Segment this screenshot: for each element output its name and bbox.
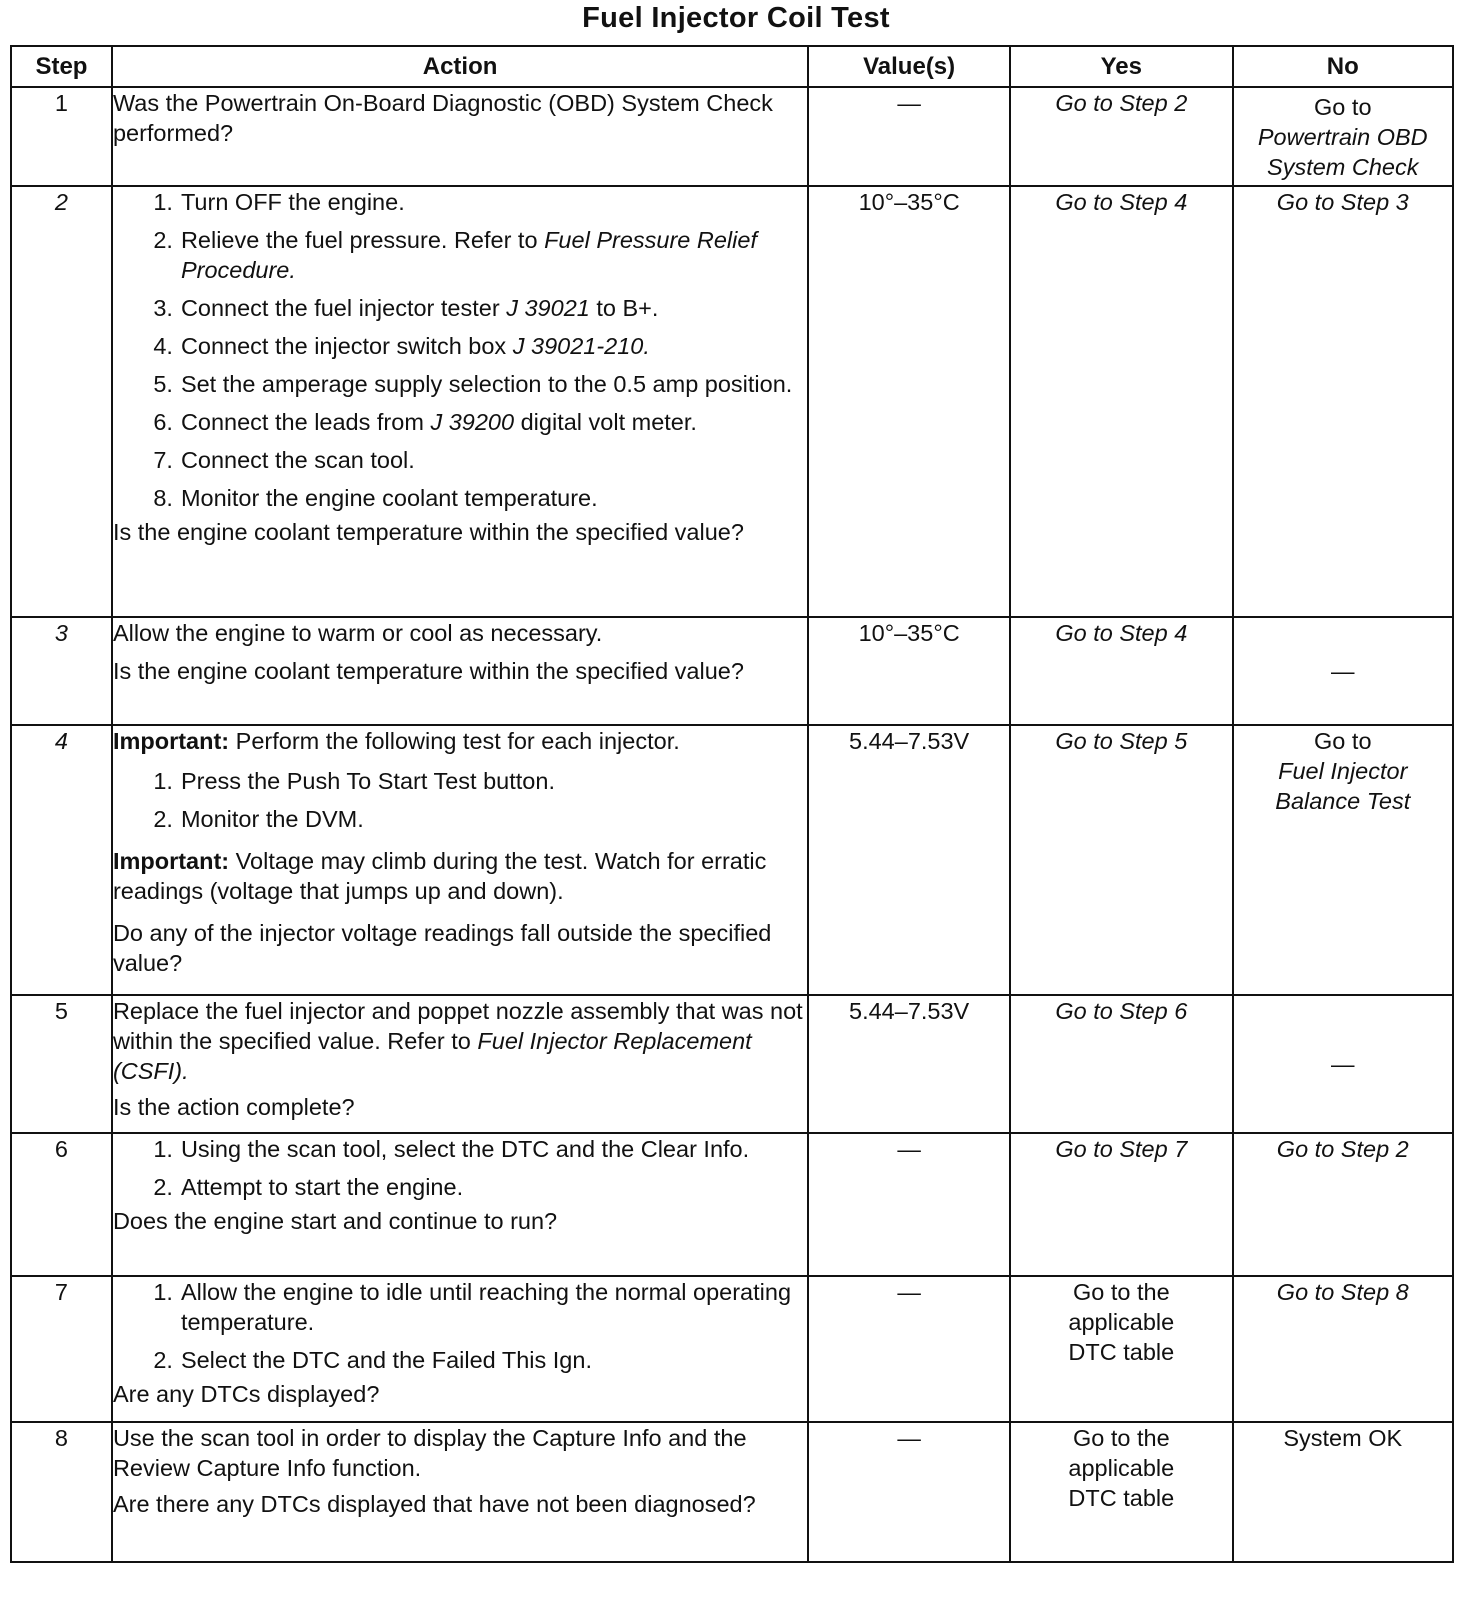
action-cell bbox=[112, 1276, 808, 1422]
procedure-list bbox=[113, 1134, 807, 1202]
yes-cell: Go to Step 4 bbox=[1010, 617, 1232, 725]
value-cell: — bbox=[808, 1422, 1010, 1562]
no-cell: Go to Step 3 bbox=[1233, 186, 1453, 617]
list-item: 1. Using the scan tool, select the DTC and the Clear Info. bbox=[153, 1136, 750, 1162]
page-title: Fuel Injector Coil Test bbox=[582, 2, 890, 34]
list-item: 8. Monitor the engine coolant temperature. bbox=[153, 485, 598, 511]
table-row bbox=[11, 1422, 1453, 1562]
yes-cell: Go to Step 5 bbox=[1010, 725, 1232, 995]
step-number: 6 bbox=[11, 1133, 112, 1276]
list-item: 1. Allow the engine to idle until reaching the normal operating temperature. bbox=[153, 1279, 792, 1335]
action-line: Allow the engine to warm or cool as necessary. bbox=[112, 620, 603, 646]
action-question: Do any of the injector voltage readings fall outside the specified value? bbox=[112, 920, 772, 976]
procedure-list bbox=[113, 187, 807, 513]
step-number: 8 bbox=[11, 1422, 112, 1562]
header-no: No bbox=[1233, 46, 1453, 87]
table-row bbox=[11, 995, 1453, 1133]
tool-number: J 39021 bbox=[506, 295, 590, 321]
list-item: 7. Connect the scan tool. bbox=[153, 447, 415, 473]
no-cell: Go to Step 8 bbox=[1233, 1276, 1453, 1422]
step-number: 4 bbox=[11, 725, 112, 995]
action-cell bbox=[112, 87, 808, 186]
action-cell bbox=[112, 186, 808, 617]
action-question: Is the engine coolant temperature within the specified value? bbox=[112, 519, 744, 545]
list-item: 2. Attempt to start the engine. bbox=[153, 1174, 464, 1200]
procedure-list bbox=[113, 1277, 807, 1375]
action-question: Is the action complete? bbox=[112, 1094, 355, 1120]
table-row bbox=[11, 617, 1453, 725]
list-item: 2. Select the DTC and the Failed This Ign. bbox=[153, 1347, 592, 1373]
header-yes: Yes bbox=[1010, 46, 1232, 87]
action-cell bbox=[112, 725, 808, 995]
no-cell: — bbox=[1233, 617, 1453, 725]
value-cell: 5.44–7.53V bbox=[808, 995, 1010, 1133]
header-action: Action bbox=[112, 46, 808, 87]
list-item: 1. Press the Push To Start Test button. bbox=[153, 768, 555, 794]
action-question: Does the engine start and continue to run? bbox=[112, 1208, 558, 1234]
step-number: 5 bbox=[11, 995, 112, 1133]
no-cell: — bbox=[1233, 995, 1453, 1133]
no-cell: Go to Step 2 bbox=[1233, 1133, 1453, 1276]
table-row bbox=[11, 1276, 1453, 1422]
action-text: Replace the fuel injector and poppet nozzle assembly that was not within the specified value. Refer to Fuel Injector Replacement (CSFI). bbox=[112, 998, 803, 1084]
action-question: Is the engine coolant temperature within the specified value? bbox=[112, 658, 744, 684]
step-number: 1 bbox=[11, 87, 112, 186]
yes-cell: Go to the applicable DTC table bbox=[1010, 1276, 1232, 1422]
list-item: 2. Monitor the DVM. bbox=[153, 806, 364, 832]
value-cell: — bbox=[808, 1133, 1010, 1276]
yes-cell: Go to Step 2 bbox=[1010, 87, 1232, 186]
procedure-list bbox=[113, 766, 807, 834]
important-note: Important: Voltage may climb during the test. Watch for erratic readings (voltage that jumps up and down). bbox=[112, 848, 767, 904]
yes-cell: Go to the applicable DTC table bbox=[1010, 1422, 1232, 1562]
list-item: 3. Connect the fuel injector tester J 39021 to B+. bbox=[153, 295, 659, 321]
header-values: Value(s) bbox=[808, 46, 1010, 87]
table-header-row bbox=[11, 46, 1453, 87]
no-prefix: Go to bbox=[1314, 728, 1372, 754]
value-cell: 10°–35°C bbox=[808, 186, 1010, 617]
list-item: 4. Connect the injector switch box J 39021-210. bbox=[153, 333, 650, 359]
yes-cell: Go to Step 4 bbox=[1010, 186, 1232, 617]
action-question: Are any DTCs displayed? bbox=[112, 1381, 380, 1407]
action-cell bbox=[112, 995, 808, 1133]
no-cell bbox=[1233, 87, 1453, 186]
reference-link: Fuel Injector Replacement (CSFI). bbox=[112, 1028, 752, 1084]
no-reference-link: Powertrain OBD System Check bbox=[1257, 124, 1428, 180]
action-cell bbox=[112, 617, 808, 725]
no-reference-link: Fuel Injector Balance Test bbox=[1275, 758, 1411, 814]
action-cell bbox=[112, 1422, 808, 1562]
tool-number: J 39200 bbox=[430, 409, 515, 435]
yes-cell: Go to Step 6 bbox=[1010, 995, 1232, 1133]
list-item: 1. Turn OFF the engine. bbox=[153, 189, 405, 215]
table-row bbox=[11, 1133, 1453, 1276]
tool-number: J 39021-210. bbox=[512, 333, 650, 359]
action-question: Are there any DTCs displayed that have not been diagnosed? bbox=[112, 1491, 756, 1517]
reference-link: Fuel Pressure Relief Procedure. bbox=[180, 227, 757, 283]
action-question: Was the Powertrain On-Board Diagnostic (OBD) System Check performed? bbox=[112, 90, 773, 146]
no-cell bbox=[1233, 725, 1453, 995]
table-row bbox=[11, 87, 1453, 186]
step-number: 7 bbox=[11, 1276, 112, 1422]
important-note: Important: Perform the following test for each injector. bbox=[112, 728, 680, 754]
action-cell bbox=[112, 1133, 808, 1276]
table-row bbox=[11, 186, 1453, 617]
no-cell: System OK bbox=[1233, 1422, 1453, 1562]
value-cell: 5.44–7.53V bbox=[808, 725, 1010, 995]
list-item: 6. Connect the leads from J 39200 digital volt meter. bbox=[153, 409, 697, 435]
table-row bbox=[11, 725, 1453, 995]
yes-cell: Go to Step 7 bbox=[1010, 1133, 1232, 1276]
list-item: 2. Relieve the fuel pressure. Refer to Fuel Pressure Relief Procedure. bbox=[153, 227, 757, 283]
value-cell: — bbox=[808, 1276, 1010, 1422]
step-number: 3 bbox=[11, 617, 112, 725]
step-number: 2 bbox=[11, 186, 112, 617]
list-item: 5. Set the amperage supply selection to the 0.5 amp position. bbox=[153, 371, 793, 397]
diagnostic-table bbox=[10, 45, 1454, 1563]
header-step: Step bbox=[11, 46, 112, 87]
value-cell: 10°–35°C bbox=[808, 617, 1010, 725]
action-text: Use the scan tool in order to display the Capture Info and the Review Capture Info function. bbox=[112, 1425, 747, 1481]
no-prefix: Go to bbox=[1314, 94, 1372, 120]
value-cell: — bbox=[808, 87, 1010, 186]
